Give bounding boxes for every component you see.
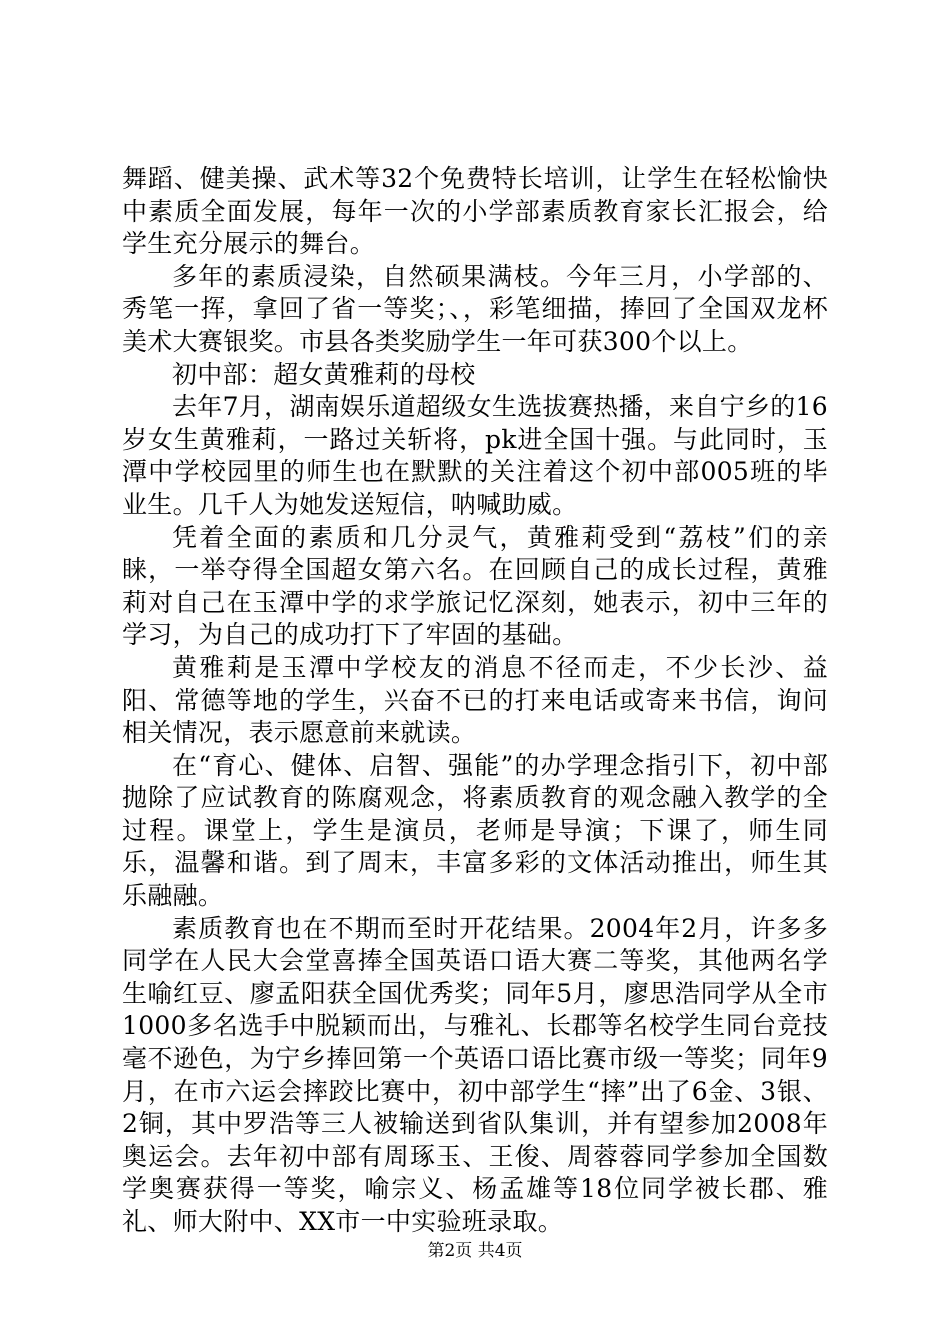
paragraph-4: 凭着全面的素质和几分灵气，黄雅莉受到“荔枝”们的亲睐，一举夺得全国超女第六名。在回顾自己的成长过程，黄雅莉对自己在玉潭中学的求学旅记忆深刻，她表示，初中三年的学习，为自己的成功打下了牢固的基础。 <box>122 522 828 650</box>
page-number: 第2页 共4页 <box>427 1241 523 1261</box>
document-body <box>122 163 828 1239</box>
section-heading: 初中部：超女黄雅莉的母校 <box>172 359 476 389</box>
paragraph-7: 素质教育也在不期而至时开花结果。2004年2月，许多多同学在人民大会堂喜捧全国英语口语大赛二等奖，其他两名学生喻红豆、廖孟阳获全国优秀奖；同年5月，廖思浩同学从全市1000多名选手中脱颖而出，与雅礼、长郡等名校学生同台竞技毫不逊色，为宁乡捧回第一个英语口语比赛市级一等奖；同年9月，在市六运会摔跤比赛中，初中部学生“摔”出了6金、3银、2铜，其中罗浩等三人被输送到省队集训，并有望参加2008年奥运会。去年初中部有周琢玉、王俊、周蓉蓉同学参加全国数学奥赛获得一等奖，喻宗义、杨孟雄等18位同学被长郡、雅礼、师大附中、XX市一中实验班录取。 <box>122 913 828 1236</box>
paragraph-6: 在“育心、健体、启智、强能”的办学理念指引下，初中部抛除了应试教育的陈腐观念，将素质教育的观念融入教学的全过程。课堂上，学生是演员，老师是导演；下课了，师生同乐，温馨和谐。到了周末，丰富多彩的文体活动推出，师生其乐融融。 <box>122 750 828 911</box>
paragraph-5: 黄雅莉是玉潭中学校友的消息不径而走，不少长沙、益阳、常德等地的学生，兴奋不已的打来电话或寄来书信，询问相关情况，表示愿意前来就读。 <box>122 652 828 748</box>
paragraph-2: 多年的素质浸染，自然硕果满枝。今年三月，小学部的、秀笔一挥，拿回了省一等奖；、，彩笔细描，捧回了全国双龙杯美术大赛银奖。市县各类奖励学生一年可获300个以上。 <box>122 261 828 356</box>
paragraph-3: 去年7月，湖南娱乐道超级女生选拔赛热播，来自宁乡的16岁女生黄雅莉，一路过关斩将，pk进全国十强。与此同时，玉潭中学校园里的师生也在默默的关注着这个初中部005班的毕业生。几千人为她发送短信，呐喊助威。 <box>122 392 828 519</box>
page-footer <box>0 1240 950 1262</box>
paragraph-1: 舞蹈、健美操、武术等32个免费特长培训，让学生在轻松愉快中素质全面发展，每年一次的小学部素质教育家长汇报会，给学生充分展示的舞台。 <box>122 164 828 259</box>
